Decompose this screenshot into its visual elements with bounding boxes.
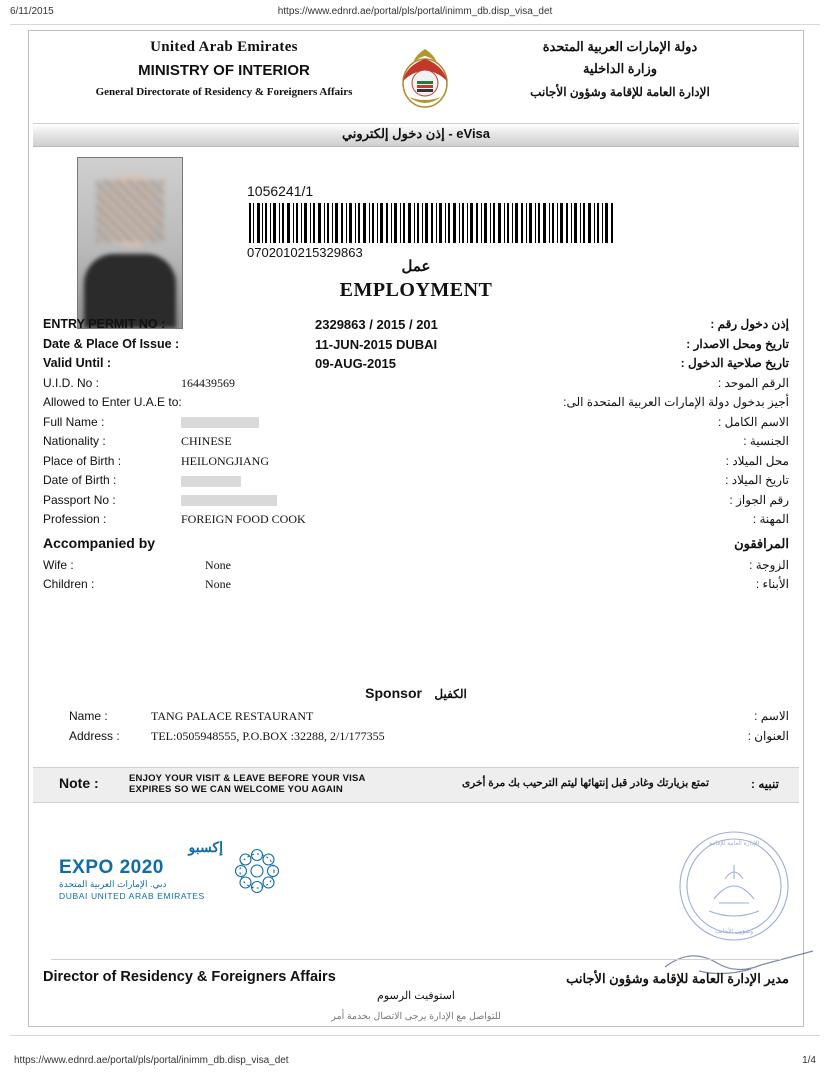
evisa-document <box>28 30 804 1027</box>
field-row <box>29 558 803 578</box>
expo-flower-icon <box>229 843 285 899</box>
value-full-name-redacted <box>181 415 259 430</box>
label-sponsor-name-en: Name : <box>69 709 108 723</box>
label-nationality-ar: الجنسية : <box>743 434 789 448</box>
note-text-en-line2: EXPIRES SO WE CAN WELCOME YOU AGAIN <box>129 784 343 795</box>
director-title-en: Director of Residency & Foreigners Affairs <box>43 969 336 985</box>
label-date-of-birth-ar: تاريخ الميلاد : <box>725 473 789 487</box>
expo-logo-en-sub: DUBAI UNITED ARAB EMIRATES <box>59 891 205 901</box>
accompanied-title-en: Accompanied by <box>43 534 156 551</box>
sponsor-title-en: Sponsor <box>365 685 422 701</box>
ministry-name-ar: وزارة الداخلية <box>582 61 658 76</box>
label-entry-permit-no-ar: إذن دخول رقم : <box>710 317 789 331</box>
footer-divider-browser <box>10 1035 820 1036</box>
expo-logo-ar: إكسبو <box>188 839 223 855</box>
field-row <box>29 415 803 435</box>
label-date-of-birth-en: Date of Birth : <box>43 473 117 487</box>
evisa-title-bar <box>33 123 799 147</box>
uae-emblem-icon <box>395 37 455 111</box>
label-full-name-en: Full Name : <box>43 414 105 429</box>
label-profession-en: Profession : <box>43 512 107 526</box>
label-valid-until-ar: تاريخ صلاحية الدخول : <box>680 356 789 370</box>
print-footer-url: https://www.ednrd.ae/portal/pls/portal/inimm_db.disp_visa_det <box>14 1055 289 1066</box>
sponsor-fields <box>29 709 803 748</box>
value-children: None <box>205 577 231 591</box>
header-english <box>59 39 389 98</box>
value-date-place-issue: 11-JUN-2015 DUBAI <box>315 336 438 352</box>
details-field-list <box>29 317 803 597</box>
value-sponsor-address: TEL:0505948555, P.O.BOX :32288, 2/1/177355 <box>151 728 385 743</box>
permit-type-en: EMPLOYMENT <box>339 279 493 301</box>
directorate-name-ar: الإدارة العامة للإقامة وشؤون الأجانب <box>530 85 710 99</box>
print-header-date: 6/11/2015 <box>10 6 54 17</box>
label-uid-no-ar: الرقم الموحد : <box>717 375 789 390</box>
print-header-url: https://www.ednrd.ae/portal/pls/portal/inimm_db.disp_visa_det <box>277 6 553 17</box>
note-text-en-line1: ENJOY YOUR VISIT & LEAVE BEFORE YOUR VISA <box>129 773 366 784</box>
label-date-place-issue-en: Date & Place Of Issue : <box>43 336 180 351</box>
note-text-en <box>129 773 366 795</box>
applicant-photo <box>77 157 183 329</box>
label-place-of-birth-ar: محل الميلاد : <box>725 453 789 468</box>
svg-text:الإدارة العامة للإقامة: الإدارة العامة للإقامة <box>709 841 759 847</box>
header-divider <box>10 24 820 25</box>
accompanied-header <box>29 532 803 558</box>
label-date-place-issue-ar: تاريخ ومحل الاصدار : <box>686 336 789 351</box>
value-nationality: CHINESE <box>181 434 232 448</box>
label-sponsor-address-en: Address : <box>69 728 120 743</box>
field-row <box>29 395 803 415</box>
barcode-number: 0702010215329863 <box>247 245 363 260</box>
note-text-ar: تمتع بزيارتك وغادر قبل إنتهائها ليتم الترحيب بك مرة أخرى <box>461 777 709 789</box>
barcode-image <box>247 203 619 243</box>
fees-paid-text: استوفيت الرسوم <box>377 990 455 1002</box>
value-profession: FOREIGN FOOD COOK <box>181 512 306 526</box>
expo-2020-logo <box>53 839 223 899</box>
value-sponsor-name: TANG PALACE RESTAURANT <box>151 709 314 723</box>
label-nationality-en: Nationality : <box>43 434 106 448</box>
label-wife-ar: الزوجة : <box>749 557 789 572</box>
value-date-of-birth-redacted <box>181 473 241 488</box>
value-valid-until: 09-AUG-2015 <box>315 356 396 371</box>
label-uid-no-en: U.I.D. No : <box>43 375 100 390</box>
print-footer-page: 1/4 <box>802 1055 816 1066</box>
print-footer <box>0 1055 830 1069</box>
permit-serial-number: 1056241/1 <box>247 183 314 199</box>
value-uid-no: 164439569 <box>181 375 235 390</box>
field-row <box>29 729 803 749</box>
director-title-ar: مدير الإدارة العامة للإقامة وشؤون الأجانب <box>566 971 789 986</box>
header-arabic <box>455 39 785 99</box>
value-passport-no-redacted <box>181 493 277 508</box>
note-banner <box>33 767 799 803</box>
svg-text:وشؤون الأجانب: وشؤون الأجانب <box>714 929 754 935</box>
sponsor-title <box>29 685 803 703</box>
expo-logo-en: EXPO 2020 <box>59 857 164 878</box>
label-wife-en: Wife : <box>43 557 74 572</box>
permit-type-ar: عمل <box>401 258 431 275</box>
label-sponsor-address-ar: العنوان : <box>747 728 789 743</box>
value-wife: None <box>205 557 231 572</box>
label-passport-no-ar: رقم الجواز : <box>729 492 789 507</box>
sponsor-title-ar: الكفيل <box>434 687 467 701</box>
directorate-name-en: General Directorate of Residency & Foreigners Affairs <box>95 86 353 98</box>
field-row <box>29 434 803 454</box>
ministry-name-en: MINISTRY OF INTERIOR <box>138 62 310 79</box>
expo-logo-ar-sub: دبي. الإمارات العربية المتحدة <box>59 879 167 889</box>
print-header <box>0 6 830 20</box>
document-header <box>29 31 803 123</box>
field-row <box>29 577 803 597</box>
label-children-ar: الأبناء : <box>755 577 789 591</box>
label-allowed-enter-ar: أجيز بدخول دولة الإمارات العربية المتحدة الى: <box>563 395 789 409</box>
evisa-title-text: إذن دخول إلكتروني - eVisa <box>341 126 491 141</box>
note-label-ar: تنبيه : <box>751 777 779 791</box>
field-row <box>29 709 803 729</box>
label-entry-permit-no-en: ENTRY PERMIT NO : <box>43 317 166 331</box>
field-row <box>29 376 803 396</box>
official-stamp-icon <box>669 821 799 951</box>
country-name-ar: دولة الإمارات العربية المتحدة <box>542 39 698 54</box>
footer-divider <box>51 959 781 960</box>
country-name-en: United Arab Emirates <box>150 39 298 55</box>
value-entry-permit-no: 2329863 / 2015 / 201 <box>315 317 438 332</box>
label-profession-ar: المهنة : <box>752 512 789 526</box>
label-children-en: Children : <box>43 577 95 591</box>
field-row <box>29 454 803 474</box>
value-place-of-birth: HEILONGJIANG <box>181 453 269 468</box>
field-row <box>29 317 803 337</box>
label-sponsor-name-ar: الاسم : <box>754 709 789 723</box>
note-label-en: Note : <box>59 775 99 791</box>
label-allowed-enter-en: Allowed to Enter U.A.E to: <box>43 395 182 409</box>
field-row <box>29 473 803 493</box>
field-row <box>29 512 803 532</box>
field-row <box>29 356 803 376</box>
label-valid-until-en: Valid Until : <box>43 356 112 370</box>
label-place-of-birth-en: Place of Birth : <box>43 453 122 468</box>
label-passport-no-en: Passport No : <box>43 492 116 507</box>
accompanied-title-ar: المرافقون <box>734 535 789 551</box>
contact-note-text: للتواصل مع الإدارة يرجى الاتصال بخدمة أمر <box>331 1011 501 1022</box>
label-full-name-ar: الاسم الكامل : <box>717 414 789 429</box>
field-row <box>29 337 803 357</box>
field-row <box>29 493 803 513</box>
